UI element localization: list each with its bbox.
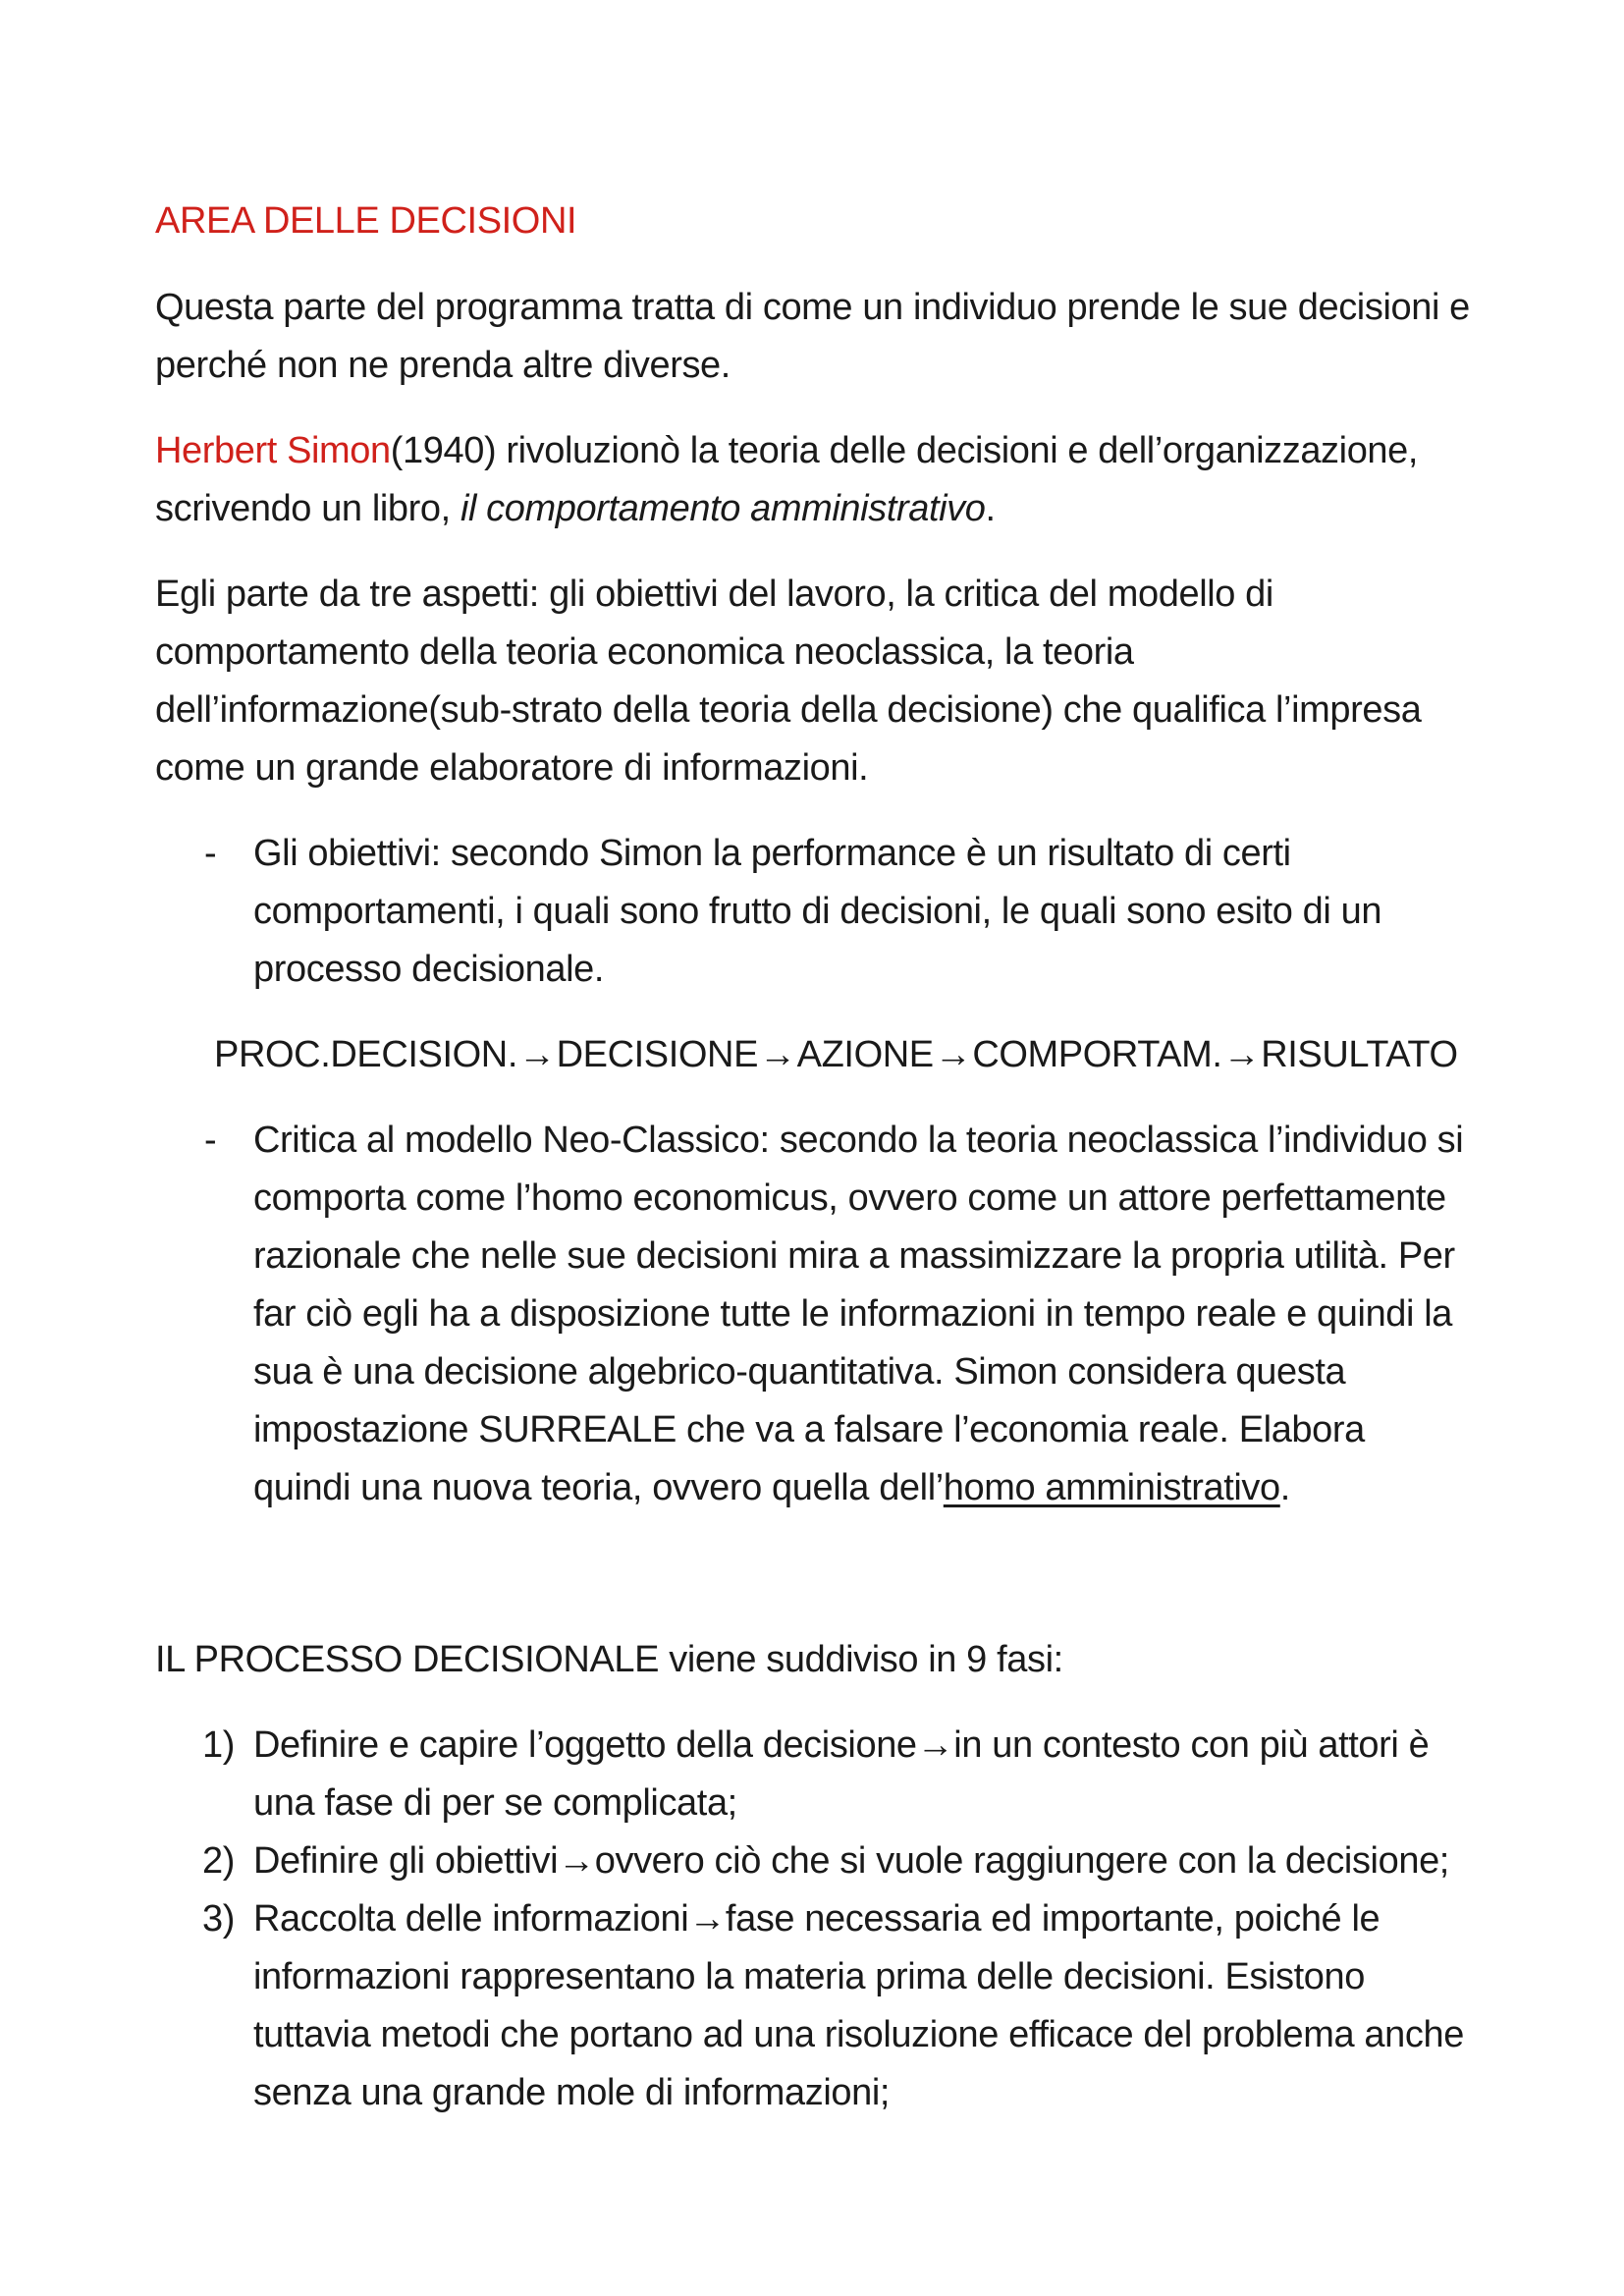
homo-amministrativo-term: homo amministrativo <box>943 1467 1280 1508</box>
process-heading-title: IL PROCESSO DECISIONALE <box>155 1639 660 1680</box>
bullet-objectives-text: Gli obiettivi: secondo Simon la performance è un risultato di certi comportamenti, i quali sono frutto di decisioni, le quali sono esito di un processo decisionale. <box>253 833 1382 990</box>
phase-arrow: → <box>688 1898 726 1940</box>
book-title: il comportamento amministrativo <box>460 488 986 529</box>
bullet-critique-end: . <box>1279 1467 1290 1508</box>
phase-title: Definire gli obiettivi <box>253 1840 559 1882</box>
simon-end: . <box>985 488 996 529</box>
phase-arrow: → <box>916 1724 954 1766</box>
phase-number: 3) <box>202 1898 235 1940</box>
simon-paragraph <box>155 422 1471 538</box>
list-item <box>155 1832 1471 1890</box>
flow-arrow: → <box>759 1034 796 1075</box>
bullet-critique-text: Critica al modello Neo-Classico: secondo la teoria neoclassica l’individuo si comporta come l’homo economicus, ovvero come un attore perfettamente razionale che nelle sue decisioni mira a massimizzare la propria utilità. Per far ciò egli ha a disposizione tutte le informazioni in tempo reale e quindi la sua è una decisione algebrico-quantitativa. Simon considera questa impostazione SURREALE che va a falsare l’economia reale. Elabora quindi una nuova teoria, ovvero quella dell’ <box>253 1120 1464 1508</box>
phase-number: 1) <box>202 1724 235 1766</box>
flow-step: COMPORTAM. <box>972 1034 1222 1075</box>
section-spacer <box>155 1545 1471 1631</box>
phase-desc: in un contesto con più attori è una fase di per se complicata; <box>253 1724 1430 1824</box>
phase-desc: fase necessaria ed importante, poiché le informazioni rappresentano la materia prima delle decisioni. Esistono tuttavia metodi che portano ad una risoluzione efficace del problema anche senza una grande mole di informazioni; <box>253 1898 1464 2113</box>
flow-arrow: → <box>1222 1034 1261 1075</box>
flow-arrow: → <box>518 1034 556 1075</box>
list-item <box>155 1890 1471 2122</box>
bullet-critique <box>155 1112 1471 1517</box>
phase-desc: ovvero ciò che si vuole raggiungere con la decisione; <box>594 1840 1449 1882</box>
flow-step: AZIONE <box>796 1034 934 1075</box>
phase-arrow: → <box>558 1840 595 1882</box>
bullet-dash: - <box>204 833 217 874</box>
intro-paragraph: Questa parte del programma tratta di come un individuo prende le sue decisioni e perché non ne prenda altre diverse. <box>155 287 1470 386</box>
aspects-paragraph: Egli parte da tre aspetti: gli obiettivi del lavoro, la critica del modello di comportamento della teoria economica neoclassica, la teoria dell’informazione(sub-strato della teoria della decisione) che qualifica l’impresa come un grande elaboratore di informazioni. <box>155 574 1422 789</box>
phase-number: 2) <box>202 1840 235 1882</box>
document-page <box>155 192 1471 2122</box>
simon-text: (1940) rivoluzionò la teoria delle decisioni e dell’organizzazione, scrivendo un libro, <box>155 430 1419 529</box>
phase-title: Definire e capire l’oggetto della decisione <box>253 1724 917 1766</box>
process-heading-rest: viene suddiviso in 9 fasi: <box>659 1639 1063 1680</box>
decision-flow <box>155 1026 1471 1084</box>
process-heading <box>155 1631 1471 1689</box>
flow-arrow: → <box>934 1034 972 1075</box>
section-title: AREA DELLE DECISIONI <box>155 200 577 242</box>
bullet-dash: - <box>204 1120 217 1161</box>
list-item <box>155 1717 1471 1832</box>
flow-step: DECISIONE <box>556 1034 759 1075</box>
phases-list <box>155 1717 1471 2122</box>
author-name: Herbert Simon <box>155 430 391 471</box>
bullet-objectives <box>155 825 1471 999</box>
flow-step: RISULTATO <box>1261 1034 1458 1075</box>
flow-step: PROC.DECISION. <box>214 1034 517 1075</box>
phase-title: Raccolta delle informazioni <box>253 1898 689 1940</box>
